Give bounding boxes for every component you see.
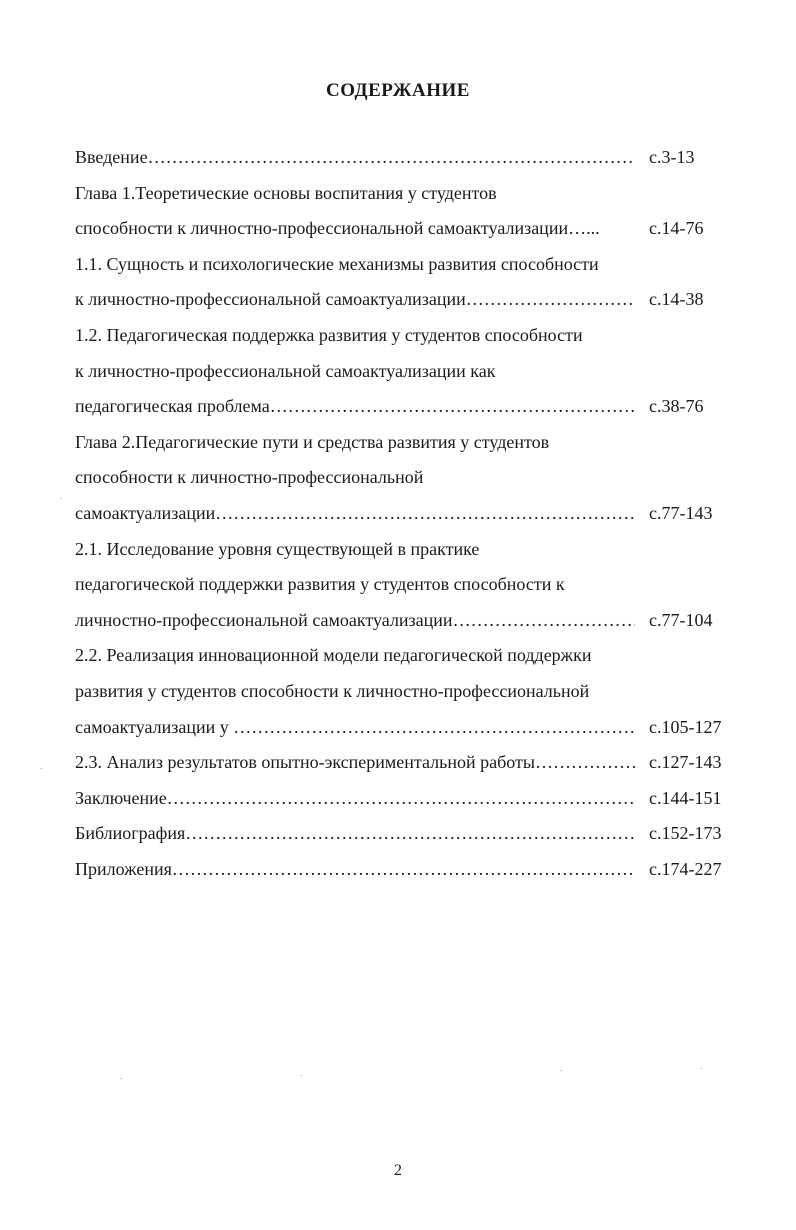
scan-speck (40, 768, 42, 769)
toc-entry-line (75, 781, 730, 817)
toc-entry-title: Введение ………………………………………………………………………………………………………………………………… (75, 140, 635, 176)
toc-entry-continuation (75, 354, 730, 390)
toc-entry-title: 2.1. Исследование уровня существующей в практике (75, 538, 480, 559)
toc-entry-title: способности к личностно-профессиональной (75, 467, 424, 488)
toc-entry-line (75, 852, 730, 888)
toc-entry-line (75, 211, 730, 247)
toc-entry-page: с.174-227 (649, 858, 722, 879)
toc-entry-page: с.38-76 (649, 396, 704, 417)
toc-entry-continuation (75, 247, 730, 283)
toc-entry-title: 1.1. Сущность и психологические механизмы развития способности (75, 253, 599, 274)
toc-entry-line (75, 389, 730, 425)
toc-entry-title: самоактуализации у ………………………………………………………………………………………………………………………………… (75, 710, 635, 746)
toc-entry-title: к личностно-профессиональной самоактуализации ………………………………………………………………………………………………………………………………… (75, 282, 635, 318)
toc-entry-page: с.144-151 (649, 787, 722, 808)
scan-speck (560, 1070, 562, 1071)
table-of-contents (75, 140, 730, 887)
toc-entry-line (75, 816, 730, 852)
toc-entry-page: с.77-143 (649, 502, 713, 523)
toc-entry-page: с.127-143 (649, 752, 722, 773)
toc-entry-line (75, 496, 730, 532)
toc-entry-title: личностно-профессиональной самоактуализации ………………………………………………………………………………………………………………………………… (75, 603, 635, 639)
page-number: 2 (394, 1162, 402, 1179)
toc-entry-continuation (75, 425, 730, 461)
toc-entry-title: самоактуализации ………………………………………………………………………………………………………………………………… (75, 496, 635, 532)
toc-entry-line (75, 140, 730, 176)
toc-entry-line (75, 282, 730, 318)
toc-entry-continuation (75, 318, 730, 354)
toc-entry-title: способности к личностно-профессиональной самоактуализации…... (75, 218, 600, 239)
toc-entry-line (75, 603, 730, 639)
toc-entry-continuation (75, 638, 730, 674)
toc-entry-title: Глава 2.Педагогические пути и средства развития у студентов (75, 431, 550, 452)
toc-entry-continuation (75, 460, 730, 496)
toc-entry-title: Приложения ………………………………………………………………………………………………………………………………… (75, 852, 635, 888)
toc-entry-page: с.152-173 (649, 823, 722, 844)
toc-entry-line (75, 745, 730, 781)
scan-speck (60, 498, 62, 499)
toc-entry-title: Глава 1.Теоретические основы воспитания у студентов (75, 182, 497, 203)
toc-entry-title: 2.3. Анализ результатов опытно-экспериментальной работы ………………………………………………………………………………………………………………………………… (75, 745, 635, 781)
toc-entry-continuation (75, 176, 730, 212)
toc-entry-title: развития у студентов способности к личностно-профессиональной (75, 680, 590, 701)
toc-entry-title: 2.2. Реализация инновационной модели педагогической поддержки (75, 645, 592, 666)
toc-entry-title: к личностно-профессиональной самоактуализации как (75, 360, 496, 381)
toc-entry-title: педагогическая проблема ………………………………………………………………………………………………………………………………… (75, 389, 635, 425)
toc-entry-title: Заключение ………………………………………………………………………………………………………………………………… (75, 781, 635, 817)
page-title: СОДЕРЖАНИЕ (326, 80, 470, 101)
toc-entry-page: с.3-13 (649, 147, 695, 167)
toc-entry-continuation (75, 532, 730, 568)
scan-speck (300, 1075, 302, 1076)
toc-entry-page: с.14-76 (649, 218, 704, 239)
toc-entry-title: педагогической поддержки развития у студентов способности к (75, 574, 565, 595)
scan-speck (700, 1068, 702, 1069)
toc-entry-page: с.77-104 (649, 609, 713, 630)
toc-entry-page: с.105-127 (649, 716, 722, 737)
toc-entry-title: Библиография ………………………………………………………………………………………………………………………………… (75, 816, 635, 852)
toc-entry-page: с.14-38 (649, 289, 704, 310)
toc-entry-continuation (75, 567, 730, 603)
toc-entry-line (75, 710, 730, 746)
scan-speck (120, 1078, 122, 1079)
toc-entry-continuation (75, 674, 730, 710)
toc-entry-title: 1.2. Педагогическая поддержка развития у студентов способности (75, 324, 583, 345)
